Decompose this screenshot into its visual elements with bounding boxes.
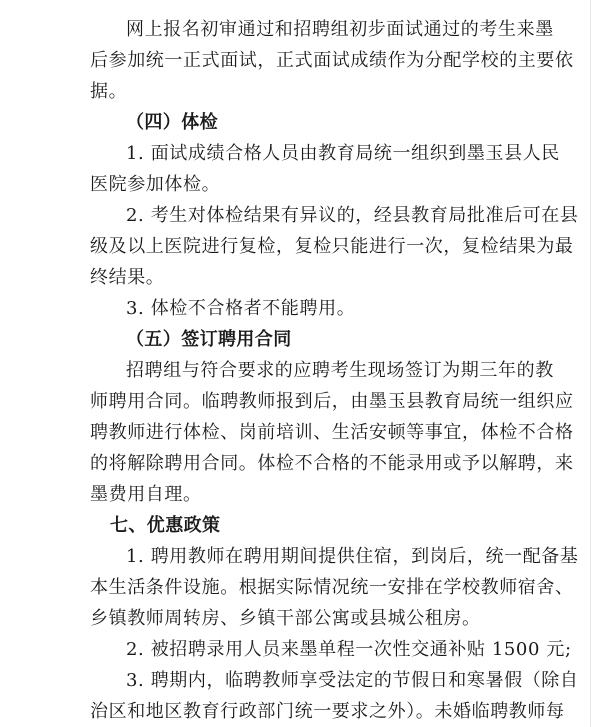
paragraph-line: 招聘组与符合要求的应聘考生现场签订为期三年的教 [126, 360, 554, 381]
paragraph-line: 治区和地区教育行政部门统一要求之外）。未婚临聘教师每 [90, 701, 565, 722]
paragraph-line: 后参加统一正式面试，正式面试成绩作为分配学校的主要依 [90, 50, 574, 71]
paragraph-line: 墨费用自理。 [90, 484, 202, 505]
section-heading-physical-exam: （四）体检 [126, 112, 218, 133]
paragraph-line: 3. 体检不合格者不能聘用。 [126, 298, 356, 319]
paragraph-line: 2. 被招聘录用人员来墨单程一次性交通补贴 1500 元; [126, 639, 572, 660]
section-heading-contract: （五）签订聘用合同 [126, 329, 292, 350]
paragraph-line: 据。 [90, 81, 128, 102]
paragraph-line: 乡镇教师周转房、乡镇干部公寓或县城公租房。 [90, 608, 481, 629]
paragraph-line: 级及以上医院进行复检，复检只能进行一次，复检结果为最 [90, 236, 574, 257]
section-heading-benefits: 七、优惠政策 [110, 515, 221, 536]
paragraph-line: 师聘用合同。临聘教师报到后，由墨玉县教育局统一组织应 [90, 391, 574, 412]
paragraph-line: 网上报名初审通过和招聘组初步面试通过的考生来墨 [126, 19, 554, 40]
paragraph-line: 的将解除聘用合同。体检不合格的不能录用或予以解聘，来 [90, 453, 574, 474]
paragraph-line: 1. 面试成绩合格人员由教育局统一组织到墨玉县人民 [126, 143, 560, 164]
paragraph-line: 本生活条件设施。根据实际情况统一安排在学校教师宿舍、 [90, 577, 574, 598]
paragraph-line: 聘教师进行体检、岗前培训、生活安顿等事宜，体检不合格 [90, 422, 574, 443]
paragraph-line: 终结果。 [90, 267, 165, 288]
paragraph-line: 2. 考生对体检结果有异议的，经县教育局批准后可在县 [126, 205, 579, 226]
paragraph-line: 1. 聘用教师在聘用期间提供住宿，到岗后，统一配备基 [126, 546, 579, 567]
paragraph-line: 医院参加体检。 [90, 174, 221, 195]
page-edge-divider [590, 0, 591, 727]
paragraph-line: 3. 聘期内，临聘教师享受法定的节假日和寒暑假（除自 [126, 670, 579, 691]
